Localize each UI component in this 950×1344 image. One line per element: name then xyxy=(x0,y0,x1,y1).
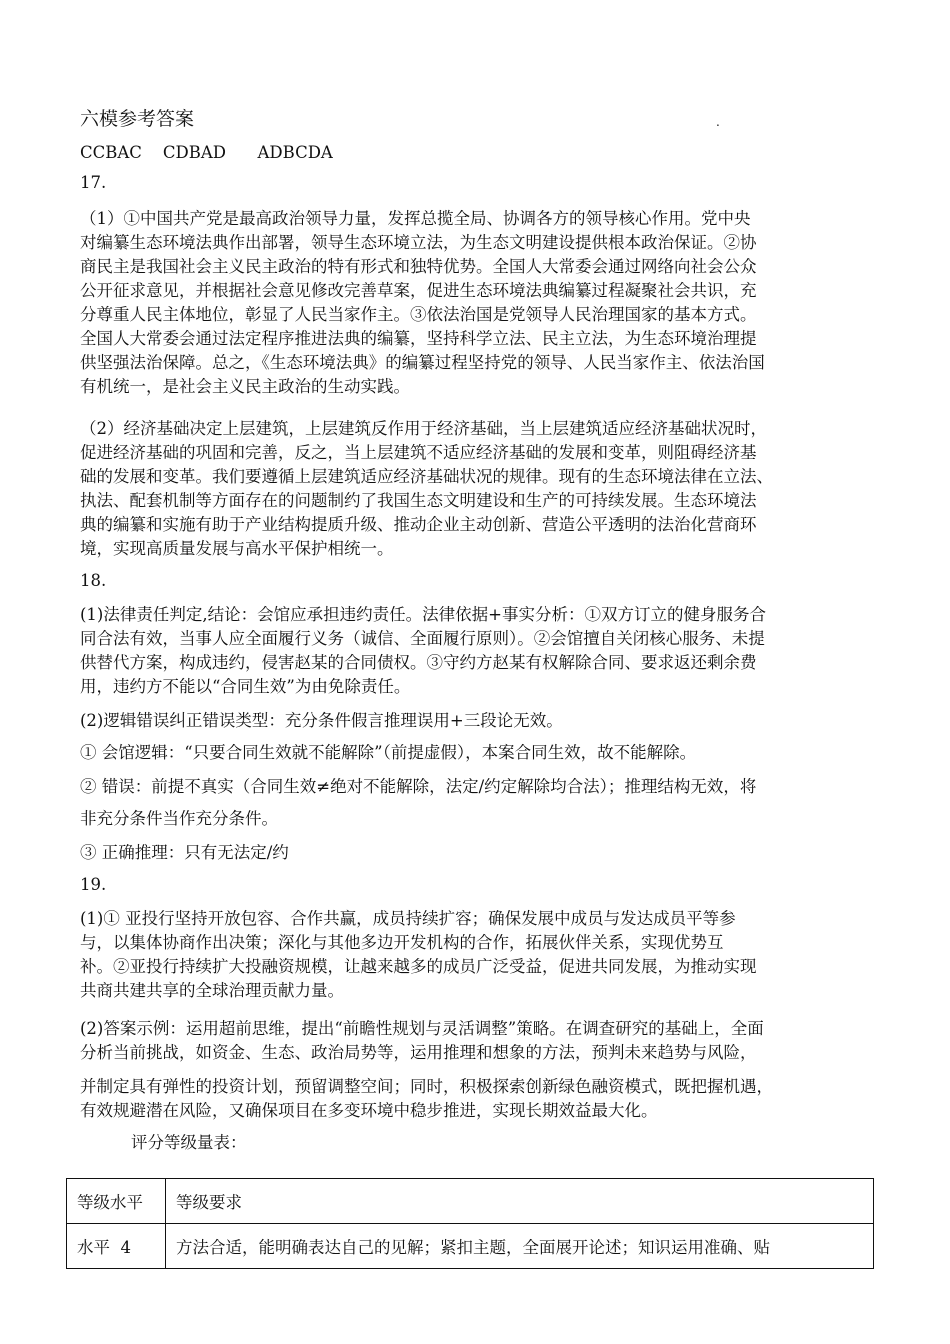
grading-table xyxy=(66,1178,874,1269)
q17-p2-line: 境，实现高质量发展与高水平保护相统一。 xyxy=(80,539,394,558)
q18-p1-line: (1)法律责任判定,结论：会馆应承担违约责任。法律依据+事实分析：①双方订立的健身服务合 xyxy=(80,605,766,624)
q18-p2: (2)逻辑错误纠正错误类型：充分条件假言推理误用+三段论无效。 xyxy=(80,711,563,730)
q19-p2-line: (2)答案示例：运用超前思维，提出“前瞻性规划与灵活调整”策略。在调查研究的基础上，全面 xyxy=(80,1019,764,1038)
q17-p1-line: （1）①中国共产党是最高政治领导力量，发挥总揽全局、协调各方的领导核心作用。党中央 xyxy=(80,209,751,228)
q17-p1-line: 全国人大常委会通过法定程序推进法典的编纂，坚持科学立法、民主立法，为生态环境治理提 xyxy=(80,329,757,348)
q19-p3-line: 有效规避潜在风险，又确保项目在多变环境中稳步推进，实现长期效益最大化。 xyxy=(80,1101,658,1120)
doc-title: 六模参考答案 xyxy=(80,108,195,130)
q17-p2-line: （2）经济基础决定上层建筑，上层建筑反作用于经济基础，当上层建筑适应经济基础状况时， xyxy=(80,419,767,438)
row-level: 水平 4 xyxy=(67,1224,166,1269)
choice-answers: CCBAC CDBAD ADBCDA xyxy=(80,143,333,162)
q17-p1-line: 对编纂生态环境法典作出部署，领导生态环境立法，为生态文明建设提供根本政治保证。②协 xyxy=(80,233,757,252)
q17-p1-line: 公开征求意见，并根据社会意见修改完善草案，促进生态环境法典编纂过程凝聚社会共识，充 xyxy=(80,281,757,300)
table-header-row xyxy=(67,1179,874,1224)
q18-number: 18. xyxy=(80,571,107,590)
header-level: 等级水平 xyxy=(67,1179,166,1224)
scale-label: 评分等级量表： xyxy=(131,1133,247,1152)
q18-p4-line: ② 错误：前提不真实（合同生效≠绝对不能解除，法定/约定解除均合法）；推理结构无效，将 xyxy=(80,777,757,796)
q17-p1-line: 供坚强法治保障。总之，《生态环境法典》的编纂过程坚持党的领导、人民当家作主、依法治国 xyxy=(80,353,765,372)
stray-dot: . xyxy=(716,115,720,129)
q17-p2-line: 执法、配套机制等方面存在的问题制约了我国生态文明建设和生产的可持续发展。生态环境法 xyxy=(80,491,757,510)
q19-p3-line: 并制定具有弹性的投资计划，预留调整空间；同时，积极探索创新绿色融资模式，既把握机遇， xyxy=(80,1077,773,1096)
q19-p1-line: (1)① 亚投行坚持开放包容、合作共赢，成员持续扩容；确保发展中成员与发达成员平等参 xyxy=(80,909,736,928)
q19-p2-line: 分析当前挑战，如资金、生态、政治局势等，运用推理和想象的方法，预判未来趋势与风险， xyxy=(80,1043,757,1062)
q17-p1-line: 分尊重人民主体地位，彰显了人民当家作主。③依法治国是党领导人民治理国家的基本方式。 xyxy=(80,305,757,324)
q17-number: 17. xyxy=(80,173,107,192)
q18-p5: ③ 正确推理：只有无法定/约 xyxy=(80,843,289,862)
q19-p1-line: 补。②亚投行持续扩大投融资规模，让越来越多的成员广泛受益，促进共同发展，为推动实现 xyxy=(80,957,757,976)
q17-p2-line: 典的编纂和实施有助于产业结构提质升级、推动企业主动创新、营造公平透明的法治化营商环 xyxy=(80,515,757,534)
q17-p2-line: 促进经济基础的巩固和完善，反之，当上层建筑不适应经济基础的发展和变革，则阻碍经济基 xyxy=(80,443,757,462)
q17-p2-line: 础的发展和变革。我们要遵循上层建筑适应经济基础状况的规律。现有的生态环境法律在立法、 xyxy=(80,467,773,486)
q19-p1-line: 共商共建共享的全球治理贡献力量。 xyxy=(80,981,344,1000)
q18-p1-line: 同合法有效，当事人应全面履行义务（诚信、全面履行原则）。②会馆擅自关闭核心服务、未提 xyxy=(80,629,765,648)
q17-p1-line: 商民主是我国社会主义民主政治的特有形式和独特优势。全国人大常委会通过网络向社会公众 xyxy=(80,257,757,276)
q18-p1-line: 用，违约方不能以“合同生效”为由免除责任。 xyxy=(80,677,411,696)
table-row xyxy=(67,1224,874,1269)
q18-p4-line: 非充分条件当作充分条件。 xyxy=(80,809,278,828)
q18-p1-line: 供替代方案，构成违约，侵害赵某的合同债权。③守约方赵某有权解除合同、要求返还剩余费 xyxy=(80,653,757,672)
row-requirement: 方法合适，能明确表达自己的见解；紧扣主题，全面展开论述；知识运用准确、贴 xyxy=(166,1224,874,1269)
q19-number: 19. xyxy=(80,875,107,894)
q17-p1-line: 有机统一，是社会主义民主政治的生动实践。 xyxy=(80,377,410,396)
q19-p1-line: 与，以集体协商作出决策；深化与其他多边开发机构的合作，拓展伙伴关系，实现优势互 xyxy=(80,933,724,952)
q18-p3: ① 会馆逻辑：“只要合同生效就不能解除”（前提虚假），本案合同生效，故不能解除。 xyxy=(80,743,697,762)
header-requirement: 等级要求 xyxy=(166,1179,874,1224)
